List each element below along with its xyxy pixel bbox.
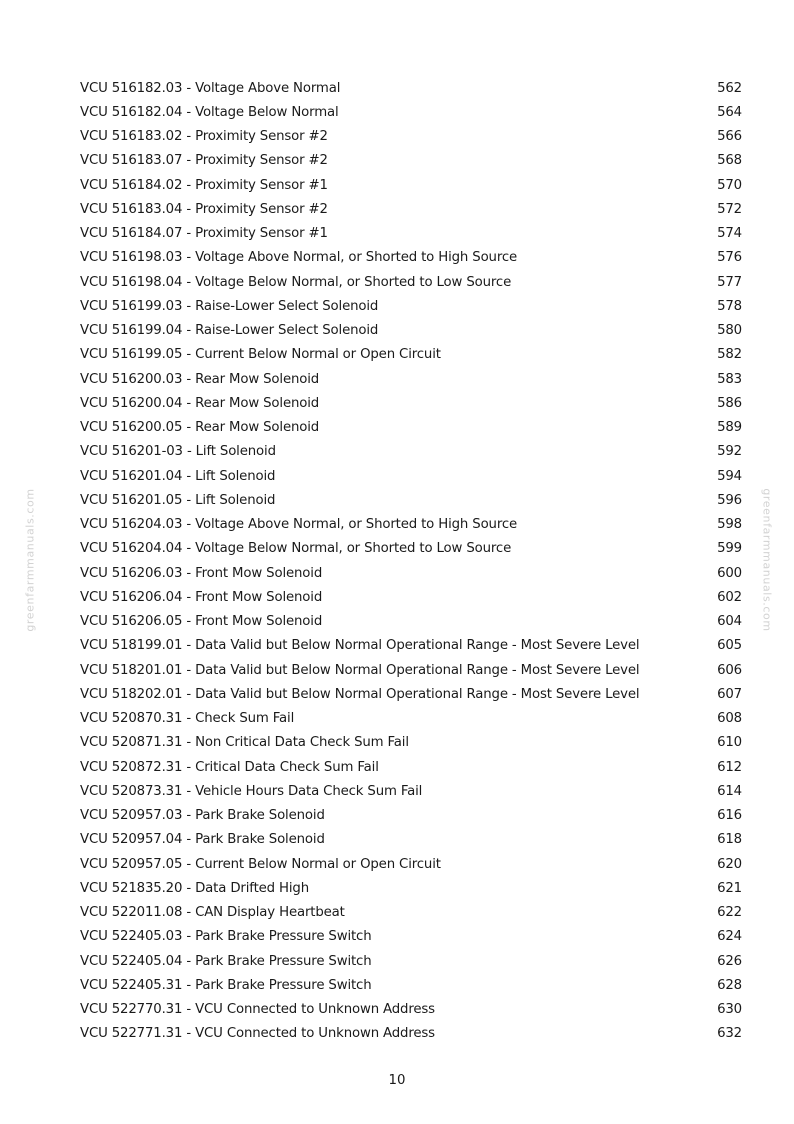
- toc-entry-page: 577: [717, 274, 742, 290]
- toc-entry[interactable]: [80, 925, 742, 949]
- toc-entry[interactable]: [80, 537, 742, 561]
- toc-entry-title: VCU 520870.31 - Check Sum Fail: [80, 711, 295, 727]
- toc-entry-title: VCU 516201-03 - Lift Solenoid: [80, 444, 276, 460]
- toc-entry-page: 610: [717, 735, 742, 751]
- toc-entry-page: 612: [717, 759, 742, 775]
- toc-entry[interactable]: [80, 561, 742, 585]
- toc-entry[interactable]: [80, 755, 742, 779]
- toc-entry-title: VCU 516200.03 - Rear Mow Solenoid: [80, 371, 320, 387]
- toc-entry[interactable]: [80, 222, 742, 246]
- toc-entry-page: 586: [717, 395, 742, 411]
- toc-entry-title: VCU 516198.03 - Voltage Above Normal, or Shorted to High Source: [80, 250, 518, 266]
- toc-entry-title: VCU 522770.31 - VCU Connected to Unknown Address: [80, 1002, 435, 1018]
- toc-entry[interactable]: [80, 804, 742, 828]
- toc-entry-page: 574: [717, 226, 742, 242]
- toc-entry-page: 630: [717, 1002, 742, 1018]
- toc-entry[interactable]: [80, 173, 742, 197]
- toc-entry-page: 632: [717, 1026, 742, 1042]
- toc-entry-title: VCU 520872.31 - Critical Data Check Sum Fail: [80, 759, 379, 775]
- toc-entry[interactable]: [80, 634, 742, 658]
- toc-entry[interactable]: [80, 125, 742, 149]
- toc-entry[interactable]: [80, 270, 742, 294]
- toc-entry[interactable]: [80, 779, 742, 803]
- toc-entry-page: 621: [717, 880, 742, 896]
- toc-entry[interactable]: [80, 367, 742, 391]
- toc-entry-title: VCU 522405.03 - Park Brake Pressure Switch: [80, 929, 372, 945]
- toc-entry-page: 576: [717, 250, 742, 266]
- toc-entry[interactable]: [80, 901, 742, 925]
- toc-entry-title: VCU 516204.04 - Voltage Below Normal, or Shorted to Low Source: [80, 541, 512, 557]
- toc-entry[interactable]: [80, 610, 742, 634]
- toc-entry[interactable]: [80, 949, 742, 973]
- toc-entry-title: VCU 518201.01 - Data Valid but Below Normal Operational Range - Most Severe Level: [80, 662, 640, 678]
- toc-entry-page: 614: [717, 783, 742, 799]
- toc-entry[interactable]: [80, 682, 742, 706]
- toc-entry-page: 580: [717, 323, 742, 339]
- toc-entry-title: VCU 516184.02 - Proximity Sensor #1: [80, 177, 328, 193]
- toc-entry-page: 570: [717, 177, 742, 193]
- toc-entry-page: 564: [717, 104, 742, 120]
- toc-entry-title: VCU 522011.08 - CAN Display Heartbeat: [80, 905, 345, 921]
- toc-entry-title: VCU 520957.05 - Current Below Normal or Open Circuit: [80, 856, 441, 872]
- toc-entry-title: VCU 516206.03 - Front Mow Solenoid: [80, 565, 323, 581]
- toc-entry-page: 583: [717, 371, 742, 387]
- toc-entry-title: VCU 516183.02 - Proximity Sensor #2: [80, 129, 328, 145]
- toc-entry-title: VCU 516182.04 - Voltage Below Normal: [80, 104, 339, 120]
- toc-entry[interactable]: [80, 100, 742, 124]
- toc-entry-page: 620: [717, 856, 742, 872]
- toc-entry-page: 582: [717, 347, 742, 363]
- toc-entry-title: VCU 516201.05 - Lift Solenoid: [80, 492, 276, 508]
- watermark-right: greenfarmmanuals.com: [760, 488, 774, 632]
- toc-entry-title: VCU 516182.03 - Voltage Above Normal: [80, 80, 341, 96]
- toc-entry-title: VCU 516206.04 - Front Mow Solenoid: [80, 589, 323, 605]
- toc-entry-page: 626: [717, 953, 742, 969]
- toc-entry-page: 618: [717, 832, 742, 848]
- toc-entry-page: 598: [717, 517, 742, 533]
- toc-entry-title: VCU 522771.31 - VCU Connected to Unknown Address: [80, 1026, 435, 1042]
- toc-entry[interactable]: [80, 294, 742, 318]
- toc-entry-page: 622: [717, 905, 742, 921]
- toc-entry-page: 607: [717, 686, 742, 702]
- toc-entry-page: 624: [717, 929, 742, 945]
- toc-entry-page: 589: [717, 420, 742, 436]
- toc-entry[interactable]: [80, 876, 742, 900]
- toc-entry-page: 606: [717, 662, 742, 678]
- toc-entry[interactable]: [80, 197, 742, 221]
- toc-entry-page: 568: [717, 153, 742, 169]
- toc-entry-title: VCU 516201.04 - Lift Solenoid: [80, 468, 276, 484]
- toc-entry-title: VCU 516184.07 - Proximity Sensor #1: [80, 226, 328, 242]
- toc-entry[interactable]: [80, 828, 742, 852]
- toc-entry[interactable]: [80, 149, 742, 173]
- toc-entry-title: VCU 516204.03 - Voltage Above Normal, or Shorted to High Source: [80, 517, 518, 533]
- toc-entry-title: VCU 520871.31 - Non Critical Data Check Sum Fail: [80, 735, 409, 751]
- toc-entry[interactable]: [80, 246, 742, 270]
- toc-entry[interactable]: [80, 1022, 742, 1046]
- toc-entry-page: 628: [717, 977, 742, 993]
- toc-entry-title: VCU 522405.31 - Park Brake Pressure Switch: [80, 977, 372, 993]
- toc-entry-page: 596: [717, 492, 742, 508]
- toc-entry[interactable]: [80, 440, 742, 464]
- toc-entry-page: 599: [717, 541, 742, 557]
- toc-entry-title: VCU 516198.04 - Voltage Below Normal, or Shorted to Low Source: [80, 274, 512, 290]
- watermark-left: greenfarmmanuals.com: [23, 488, 37, 632]
- toc-entry[interactable]: [80, 998, 742, 1022]
- toc-entry[interactable]: [80, 488, 742, 512]
- toc-entry-page: 608: [717, 711, 742, 727]
- toc-entry-title: VCU 516199.04 - Raise-Lower Select Solenoid: [80, 323, 379, 339]
- toc-entry-page: 592: [717, 444, 742, 460]
- toc-entry[interactable]: [80, 513, 742, 537]
- toc-entry[interactable]: [80, 731, 742, 755]
- toc-entry-page: 578: [717, 298, 742, 314]
- toc-entry-title: VCU 518199.01 - Data Valid but Below Normal Operational Range - Most Severe Level: [80, 638, 640, 654]
- toc-entry-title: VCU 516206.05 - Front Mow Solenoid: [80, 614, 323, 630]
- toc-entry[interactable]: [80, 391, 742, 415]
- toc-entry-title: VCU 521835.20 - Data Drifted High: [80, 880, 309, 896]
- toc-entry-page: 600: [717, 565, 742, 581]
- toc-entry-page: 616: [717, 808, 742, 824]
- toc-entry-title: VCU 522405.04 - Park Brake Pressure Switch: [80, 953, 372, 969]
- toc-entry-page: 594: [717, 468, 742, 484]
- toc-entry[interactable]: [80, 585, 742, 609]
- toc-entry[interactable]: [80, 319, 742, 343]
- toc-entry-title: VCU 520957.04 - Park Brake Solenoid: [80, 832, 325, 848]
- toc-entry[interactable]: [80, 343, 742, 367]
- toc-entry-title: VCU 520957.03 - Park Brake Solenoid: [80, 808, 325, 824]
- page-number: 10: [388, 1073, 406, 1088]
- toc-entry-page: 604: [717, 614, 742, 630]
- toc-entry[interactable]: [80, 973, 742, 997]
- toc-entry[interactable]: [80, 464, 742, 488]
- toc-entry-page: 602: [717, 589, 742, 605]
- toc-entry-title: VCU 516200.04 - Rear Mow Solenoid: [80, 395, 320, 411]
- toc-entry-page: 572: [717, 201, 742, 217]
- toc-entry[interactable]: [80, 416, 742, 440]
- toc-entry-title: VCU 516199.03 - Raise-Lower Select Solenoid: [80, 298, 379, 314]
- toc-entry-page: 605: [717, 638, 742, 654]
- toc-entry[interactable]: [80, 707, 742, 731]
- toc-entry-title: VCU 520873.31 - Vehicle Hours Data Check Sum Fail: [80, 783, 423, 799]
- toc-entry-title: VCU 516199.05 - Current Below Normal or Open Circuit: [80, 347, 441, 363]
- toc-entry[interactable]: [80, 76, 742, 100]
- toc-entry-title: VCU 516183.07 - Proximity Sensor #2: [80, 153, 328, 169]
- toc-entry-page: 562: [717, 80, 742, 96]
- toc-entry-title: VCU 516200.05 - Rear Mow Solenoid: [80, 420, 320, 436]
- toc-entry-page: 566: [717, 129, 742, 145]
- toc-entry-title: VCU 516183.04 - Proximity Sensor #2: [80, 201, 328, 217]
- table-of-contents: [80, 76, 742, 1046]
- toc-entry-title: VCU 518202.01 - Data Valid but Below Normal Operational Range - Most Severe Level: [80, 686, 640, 702]
- toc-entry[interactable]: [80, 658, 742, 682]
- toc-entry[interactable]: [80, 852, 742, 876]
